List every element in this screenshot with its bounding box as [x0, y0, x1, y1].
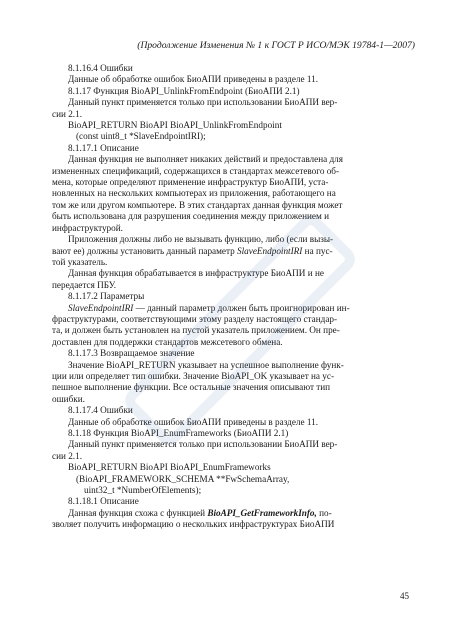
text-run: вают ее) должны установить данный параметр — [52, 245, 238, 256]
section-heading: 8.1.16.4 Ошибки — [68, 63, 133, 73]
paragraph-line: Данная функция обрабатывается в инфраструктуре БиоАПИ и не — [68, 268, 324, 279]
paragraph-line: сии 2.1. — [52, 108, 82, 119]
paragraph-line: измененных спецификаций, содержащихся в стандартах межсетевого об- — [52, 165, 340, 176]
code-line: BioAPI_RETURN BioAPI BioAPI_EnumFrameworks — [68, 462, 271, 473]
paragraph-line — [52, 303, 415, 314]
paragraph-line: та, и должен быть установлен на пустой указатель приложением. Он пре- — [52, 325, 340, 336]
paragraph-line: Данный пункт применяется только при использовании БиоАПИ вер- — [68, 97, 338, 108]
param-name: SlaveEndpointIRI — [68, 302, 134, 313]
paragraph-line: Значение BioAPI_RETURN указывает на успешное выполнение функ- — [68, 359, 344, 370]
paragraph-line: доставлен для поддержки стандартов межсетевого обмена. — [52, 336, 283, 347]
page-number: 45 — [400, 591, 409, 601]
paragraph-line: Данные об обработке ошибок БиоАПИ приведены в разделе 11. — [68, 416, 319, 427]
paragraph-line: Данный пункт применяется только при использовании БиоАПИ вер- — [68, 439, 338, 450]
paragraph-line: фраструктурами, соответствующими этому разделу настоящего стандар- — [52, 313, 338, 324]
text-run: — данный параметр должен быть проигнорирован ин- — [133, 302, 350, 313]
paragraph-line — [52, 246, 415, 257]
section-heading: 8.1.17.4 Ошибки — [68, 405, 133, 416]
paragraph-line: Приложения должны либо не вызывать функцию, либо (если вызы- — [68, 234, 334, 245]
paragraph-line: Данная функция не выполняет никаких действий и предоставлена для — [68, 154, 343, 165]
running-header: (Продолжение Изменения № 1 к ГОСТ Р ИСО/МЭК 19784-1—2007) — [137, 40, 415, 51]
function-name: BioAPI_GetFrameworkInfo, — [207, 507, 317, 518]
param-name: SlaveEndpointIRI — [237, 245, 303, 256]
section-heading: 8.1.18.1 Описание — [68, 496, 139, 507]
code-line: BioAPI_RETURN BioAPI BioAPI_UnlinkFromEndpoint — [68, 120, 282, 131]
text-run: по- — [316, 507, 332, 518]
paragraph-line: сии 2.1. — [52, 450, 82, 461]
section-heading: 8.1.17 Функция BioAPI_UnlinkFromEndpoint (БиоАПИ 2.1) — [68, 85, 300, 96]
text-run: Данная функция схожа с функцией — [68, 507, 208, 518]
paragraph-line: ошибки. — [52, 393, 85, 404]
paragraph-line: той указатель. — [52, 256, 108, 267]
paragraph-line: новленных на нескольких компьютерах из приложения, работающего на — [52, 188, 336, 199]
code-line: (const uint8_t *SlaveEndpointIRI); — [76, 131, 206, 142]
paragraph-line: зволяет получить информацию о нескольких инфраструктурах БиоАПИ — [52, 519, 335, 530]
paragraph-line: ции или определяет тип ошибки. Значение BioAPI_OK указывает на ус- — [52, 370, 335, 381]
text-run: на пус- — [302, 245, 333, 256]
paragraph-line: быть использована для разрушения соединения между приложением и — [52, 211, 330, 222]
paragraph-line: мена, которые определяют применение инфраструктур БиоАПИ, уста- — [52, 177, 329, 188]
section-heading: 8.1.17.3 Возвращаемое значение — [68, 348, 195, 359]
body-text — [52, 63, 415, 531]
section-heading: 8.1.17.1 Описание — [68, 142, 139, 153]
paragraph-line: инфраструктурой. — [52, 222, 123, 233]
code-line: (BioAPI_FRAMEWORK_SCHEMA **FwSchemaArray, — [76, 473, 290, 484]
paragraph-line: Данные об обработке ошибок БиоАПИ приведены в разделе 11. — [68, 74, 319, 85]
section-heading: 8.1.18 Функция BioAPI_EnumFrameworks (БиоАПИ 2.1) — [68, 428, 289, 438]
section-heading: 8.1.17.2 Параметры — [68, 291, 145, 302]
paragraph-line: том же или другом компьютере. В этих стандартах данная функция может — [52, 199, 343, 210]
paragraph-line: передается ПБУ. — [52, 279, 116, 290]
paragraph-line — [52, 508, 415, 519]
code-line: uint32_t *NumberOfElements); — [84, 485, 202, 496]
paragraph-line: пешное выполнение функции. Все остальные значения описывают тип — [52, 382, 331, 393]
